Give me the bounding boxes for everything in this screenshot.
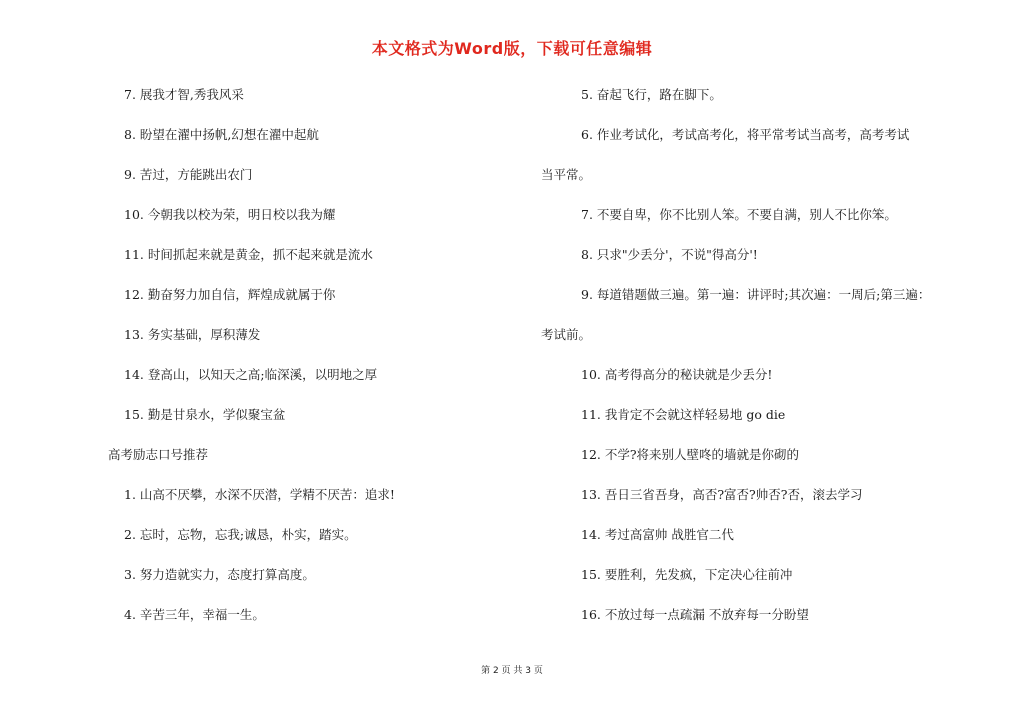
right-line-12: 14. 考过高富帅 战胜官二代 xyxy=(581,527,734,542)
left-line-1: 7. 展我才智,秀我风采 xyxy=(124,87,244,102)
right-line-14: 16. 不放过每一点疏漏 不放弃每一分盼望 xyxy=(581,607,809,622)
left-line-4: 10. 今朝我以校为荣，明日校以我为耀 xyxy=(124,207,336,222)
right-line-2: 6. 作业考试化，考试高考化，将平常考试当高考，高考考试 xyxy=(581,127,910,142)
page-number: 第 2 页 共 3 页 xyxy=(481,666,543,676)
left-line-8: 14. 登高山，以知天之高;临深溪，以明地之厚 xyxy=(124,367,378,382)
left-line-13: 3. 努力造就实力，态度打算高度。 xyxy=(124,567,315,582)
right-line-10: 12. 不学?将来别人壁咚的墙就是你砌的 xyxy=(581,447,800,462)
left-line-5: 11. 时间抓起来就是黄金，抓不起来就是流水 xyxy=(124,247,373,262)
right-line-11: 13. 吾日三省吾身，高否?富否?帅否?否，滚去学习 xyxy=(581,487,863,502)
right-line-8: 10. 高考得高分的秘诀就是少丢分! xyxy=(581,367,773,382)
right-line-1: 5. 奋起飞行，路在脚下。 xyxy=(581,87,722,102)
right-line-6: 9. 每道错题做三遍。第一遍：讲评时;其次遍：一周后;第三遍： xyxy=(581,287,931,302)
left-line-7: 13. 务实基础，厚积薄发 xyxy=(124,327,261,342)
left-line-6: 12. 勤奋努力加自信，辉煌成就属于你 xyxy=(124,287,336,302)
right-line-5: 8. 只求"少丢分'，不说"得高分'! xyxy=(581,247,758,262)
right-line-7: 考试前。 xyxy=(541,327,592,342)
left-line-14: 4. 辛苦三年，幸福一生。 xyxy=(124,607,265,622)
left-line-11: 1. 山高不厌攀，水深不厌潜，学精不厌苦：追求! xyxy=(124,487,395,502)
left-line-12: 2. 忘时，忘物，忘我;诚恳，朴实，踏实。 xyxy=(124,527,357,542)
right-line-3: 当平常。 xyxy=(541,167,592,182)
left-line-3: 9. 苦过，方能跳出农门 xyxy=(124,167,253,182)
left-line-9: 15. 勤是甘泉水，学似聚宝盆 xyxy=(124,407,286,422)
right-line-4: 7. 不要自卑，你不比别人笨。不要自满，别人不比你笨。 xyxy=(581,207,897,222)
document-banner: 本文格式为Word版，下载可任意编辑 xyxy=(371,39,653,58)
section-heading: 高考励志口号推荐 xyxy=(108,447,209,462)
left-line-2: 8. 盼望在濯中扬帆,幻想在濯中起航 xyxy=(124,127,319,142)
right-line-13: 15. 要胜利，先发疯，下定决心往前冲 xyxy=(581,567,793,582)
right-line-9: 11. 我肯定不会就这样轻易地 go die xyxy=(581,407,786,422)
